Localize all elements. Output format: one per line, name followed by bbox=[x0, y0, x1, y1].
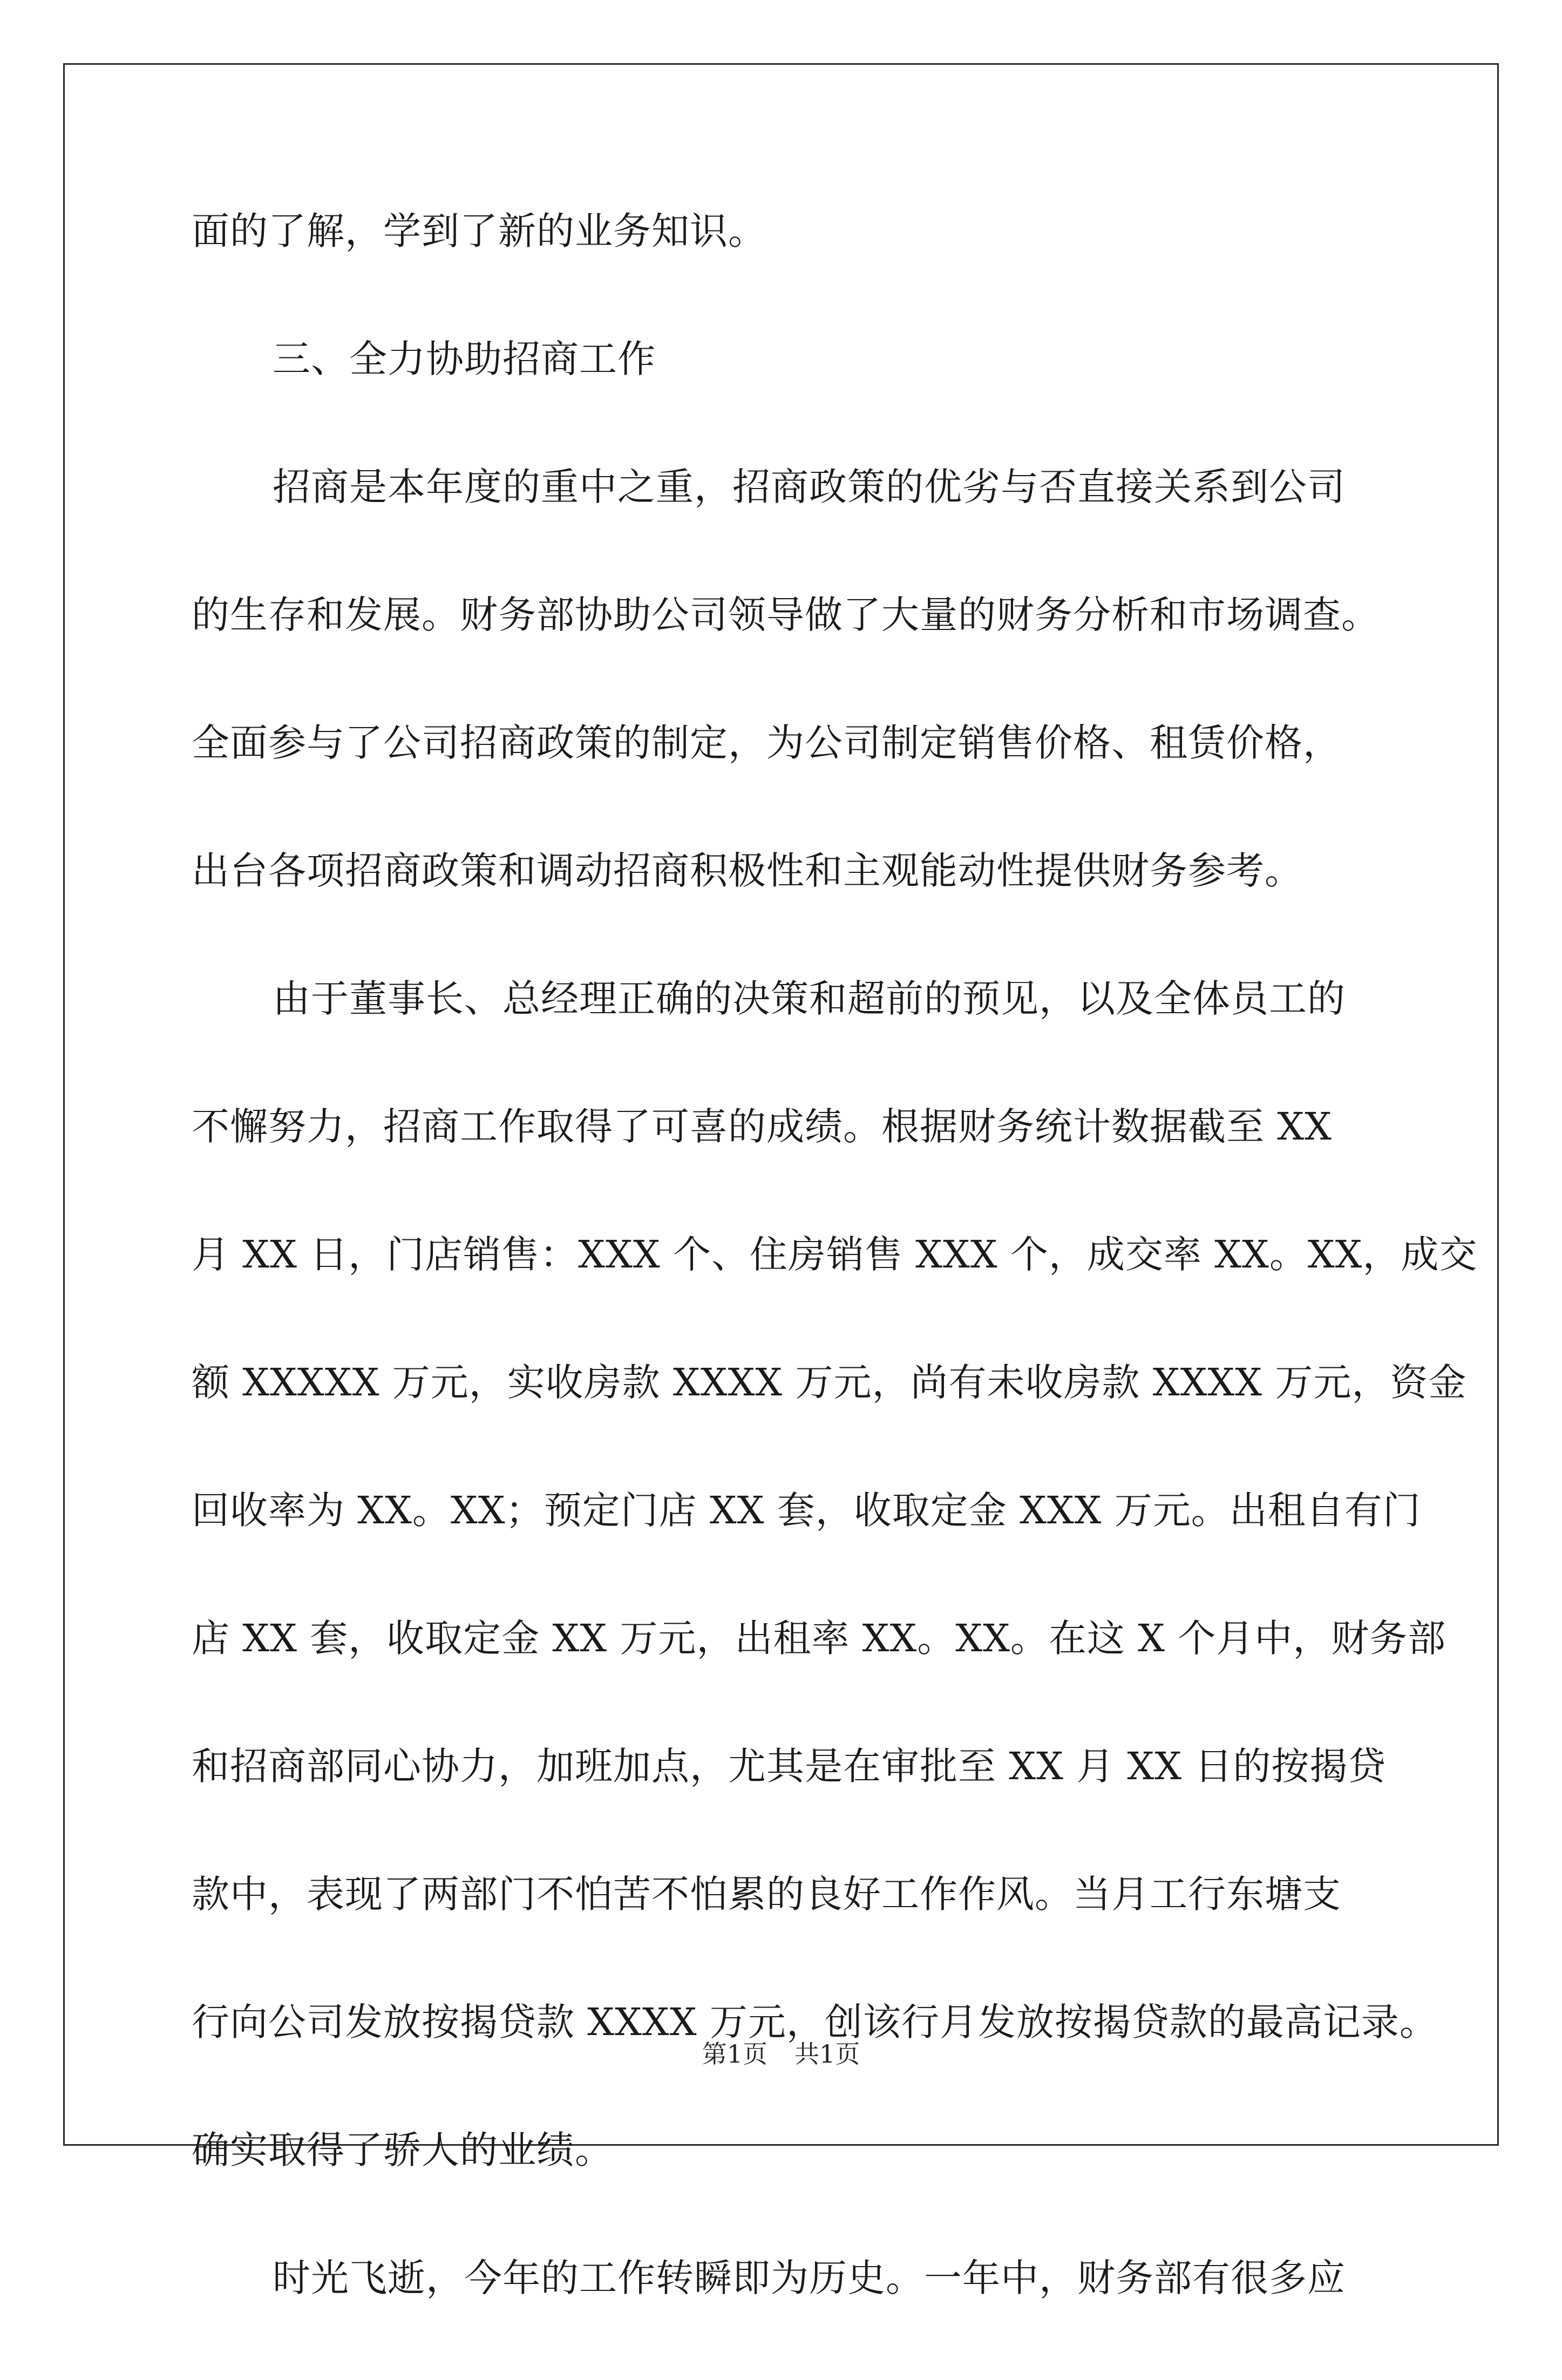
section-heading: 三、全力协助招商工作 bbox=[273, 337, 656, 381]
text-line: 额 XXXXX 万元，实收房款 XXXX 万元，尚有未收房款 XXXX 万元，资金 bbox=[192, 1360, 1467, 1405]
text-line: 面的了解，学到了新的业务知识。 bbox=[192, 209, 766, 253]
text-line: 出台各项招商政策和调动招商积极性和主观能动性提供财务参考。 bbox=[192, 849, 1303, 893]
text-line: 全面参与了公司招商政策的制定，为公司制定销售价格、租赁价格， bbox=[192, 721, 1341, 765]
page-total: 共1页 bbox=[794, 2039, 860, 2069]
text-line: 时光飞逝，今年的工作转瞬即为历史。一年中，财务部有很多应 bbox=[273, 2256, 1346, 2300]
text-line: 月 XX 日，门店销售：XXX 个、住房销售 XXX 个，成交率 XX。XX，成交 bbox=[192, 1232, 1478, 1277]
text-line: 行向公司发放按揭贷款 XXXX 万元，创该行月发放按揭贷款的最高记录。 bbox=[192, 2000, 1438, 2044]
text-line: 招商是本年度的重中之重，招商政策的优劣与否直接关系到公司 bbox=[273, 465, 1346, 509]
text-line: 确实取得了骄人的业绩。 bbox=[192, 2128, 613, 2172]
text-line: 不懈努力，招商工作取得了可喜的成绩。根据财务统计数据截至 XX bbox=[192, 1104, 1332, 1149]
text-line: 的生存和发展。财务部协助公司领导做了大量的财务分析和市场调查。 bbox=[192, 593, 1380, 637]
page-footer bbox=[0, 2038, 1562, 2070]
text-line: 和招商部同心协力，加班加点，尤其是在审批至 XX 月 XX 日的按揭贷 bbox=[192, 1744, 1387, 1788]
text-line: 店 XX 套，收取定金 XX 万元，出租率 XX。XX。在这 X 个月中，财务部 bbox=[192, 1616, 1446, 1660]
page-number: 第1页 bbox=[702, 2039, 768, 2069]
text-line: 款中，表现了两部门不怕苦不怕累的良好工作作风。当月工行东塘支 bbox=[192, 1872, 1341, 1916]
text-line: 回收率为 XX。XX；预定门店 XX 套，收取定金 XXX 万元。出租自有门 bbox=[192, 1488, 1421, 1533]
text-line: 由于董事长、总经理正确的决策和超前的预见，以及全体员工的 bbox=[273, 977, 1346, 1021]
